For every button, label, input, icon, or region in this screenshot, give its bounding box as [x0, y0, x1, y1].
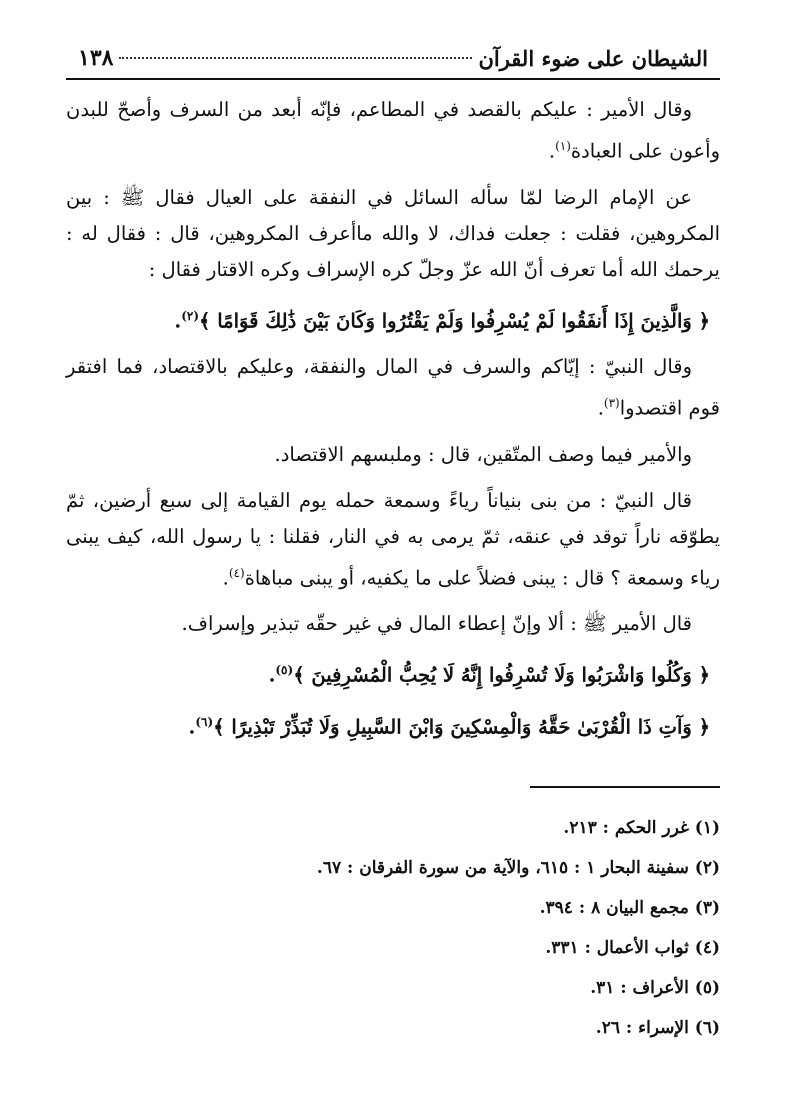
page-number: ١٣٨: [78, 45, 114, 71]
header-dotted-leader: [119, 57, 472, 59]
body-text: [66, 92, 720, 755]
footnote: (٦) الإسراء : ٢٦.: [595, 1018, 720, 1038]
footnote-marker: (٦): [195, 714, 214, 729]
quran-verse: ﴿ وَآتِ ذَا الْقُرْبَىٰ حَقَّهُ وَالْمِسْكِينَ وَابْنَ السَّبِيلِ وَلَا تُبَذِّرْ تَبْذِيرًا ﴾$^{(٦)}$.: [188, 714, 710, 738]
paragraph: والأمير فيما وصف المتّقين، قال : وملبسهم الاقتصاد.: [274, 442, 692, 466]
paragraph: عن الإمام الرضا لمّا سأله السائل في النفقة على العيال فقال ﷺ : بين المكروهين، فقلت : جعلت فداك، لا والله ماأعرف المكروهين، قال : فقال له : يرحمك الله أما تعرف أنّ الله عزّ وجلّ كره الإسراف وكره الاقتار فقال :: [66, 185, 720, 281]
running-title: الشيطان على ضوء القرآن: [478, 45, 708, 71]
quran-verse: ﴿ وَكُلُوا وَاشْرَبُوا وَلَا تُسْرِفُوا إِنَّهُ لَا يُحِبُّ الْمُسْرِفِينَ ﴾$^{(٥)}$.: [268, 663, 710, 687]
footnote-marker: (١): [555, 139, 571, 153]
footnote: (٣) مجمع البيان ٨ : ٣٩٤.: [539, 898, 720, 918]
footnote-separator: [530, 786, 720, 788]
footnote-marker: (٣): [603, 396, 620, 410]
footnote-marker: (٥): [275, 663, 294, 677]
paragraph: وقال النبيّ : إيّاكم والسرف في المال والنفقة، وعليكم بالاقتصاد، فما افتقر قوم اقتصدوا$^{(٣)}$.: [66, 355, 720, 420]
footnote: (٢) سفينة البحار ١ : ٦١٥، والآية من سورة الفرقان : ٦٧.: [316, 858, 720, 878]
footnotes: [66, 808, 720, 1048]
paragraph: قال النبيّ : من بنى بنياناً رياءً وسمعة حمله يوم القيامة إلى سبع أرضين، ثمّ يطوّقه ناراً توقد في عنقه، ثمّ يرمى به في النار، فقلنا : يا رسول الله، كيف يبنى رياء وسمعة ؟ قال : يبنى فضلاً على ما يكفيه، أو يبنى مباهاة$^{(٤)}$.: [66, 488, 720, 589]
page-header: [66, 38, 720, 80]
footnote: (٤) ثواب الأعمال : ٣٣١.: [545, 938, 720, 958]
footnote: (٥) الأعراف : ٣١.: [590, 978, 720, 998]
footnote: (١) غرر الحكم : ٢١٣.: [563, 818, 720, 838]
paragraph: وقال الأمير : عليكم بالقصد في المطاعم، فإنّه أبعد من السرف وأصحّ للبدن وأعون على العبادة$^{(١)}$.: [66, 98, 720, 163]
quran-verse: ﴿ وَالَّذِينَ إِذَا أَنفَقُوا لَمْ يُسْرِفُوا وَلَمْ يَقْتُرُوا وَكَانَ بَيْنَ ذَٰلِكَ قَوَامًا ﴾$^{(٢)}$.: [174, 308, 710, 332]
paragraph: قال الأمير ﷺ : ألا وإنّ إعطاء المال في غير حقّه تبذير وإسراف.: [181, 612, 692, 635]
footnote-marker: (٢): [181, 308, 200, 323]
footnote-marker: (٤): [228, 565, 245, 580]
